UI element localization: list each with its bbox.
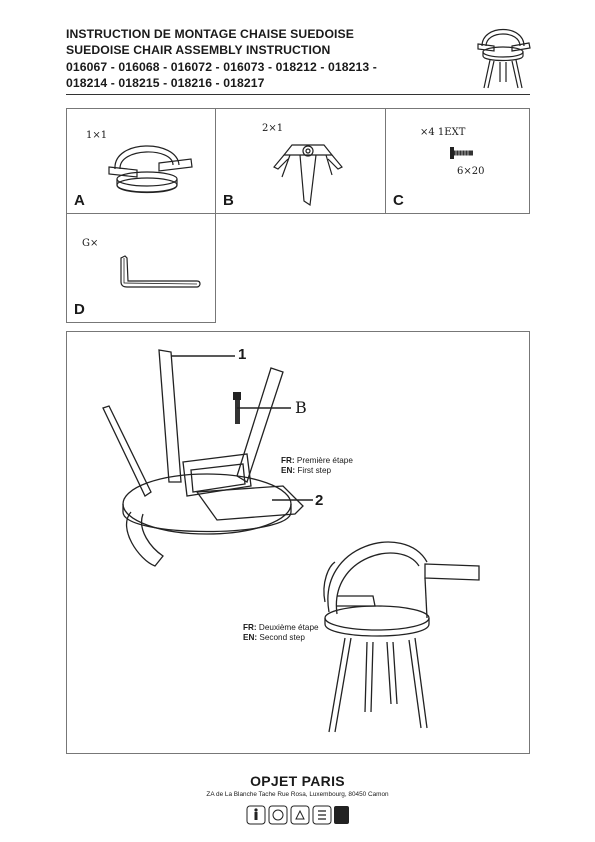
seat-with-armrests-icon [107, 135, 193, 201]
part-box-d [66, 213, 216, 323]
step-1-fr-text: Première étape [296, 456, 353, 465]
step-1-en-label: EN: [281, 466, 296, 475]
callout-1: 1 [238, 346, 247, 363]
title-line-fr: INSTRUCTION DE MONTAGE CHAISE SUEDOISE [66, 27, 354, 41]
part-c-letter: C [393, 192, 404, 209]
title-line-refs-2: 018214 - 018215 - 018216 - 018217 [66, 76, 265, 91]
part-b-letter: B [223, 192, 234, 209]
step-2-fr-text: Deuxième étape [258, 623, 319, 632]
part-c-size: 6×20 [457, 166, 485, 177]
assembly-diagram-box [66, 331, 530, 754]
part-d-quantity: G× [82, 238, 99, 249]
assembled-chair-icon [315, 522, 485, 736]
title-line-refs-1: 016067 - 016068 - 016072 - 016073 - 018212 - 018213 - [66, 59, 377, 74]
allen-key-icon [119, 254, 201, 290]
step-1-fr-label: FR: [281, 456, 295, 465]
footer-address: ZA de La Blanche Tache Rue Rosa, Luxembourg, 80450 Camon [206, 791, 389, 798]
callout-2: 2 [315, 492, 324, 509]
part-a-letter: A [74, 192, 85, 209]
part-box-a [66, 108, 216, 214]
part-box-c [385, 108, 530, 214]
step-2-en-text: Second step [259, 633, 305, 642]
header-divider [66, 94, 530, 95]
document-title [66, 26, 446, 92]
step-2-en-label: EN: [243, 633, 258, 642]
screw-icon [450, 147, 474, 159]
part-c-quantity: ×4 1EXT [420, 127, 466, 138]
step-1-en-text: First step [297, 466, 332, 475]
recycling-info-icons [246, 805, 350, 825]
header-chair-icon [474, 16, 532, 90]
leg-base-icon [270, 135, 346, 207]
part-box-b [215, 108, 386, 214]
title-line-en: SUEDOISE CHAIR ASSEMBLY INSTRUCTION [66, 43, 331, 58]
step-2-text [243, 623, 319, 643]
footer-brand: OPJET PARIS [250, 773, 345, 789]
part-b-quantity: 2×1 [262, 123, 284, 134]
part-d-letter: D [74, 301, 85, 318]
step-2-fr-label: FR: [243, 623, 257, 632]
callout-b: B [295, 398, 307, 417]
step-1-text [281, 456, 353, 476]
part-a-quantity: 1×1 [86, 130, 108, 141]
